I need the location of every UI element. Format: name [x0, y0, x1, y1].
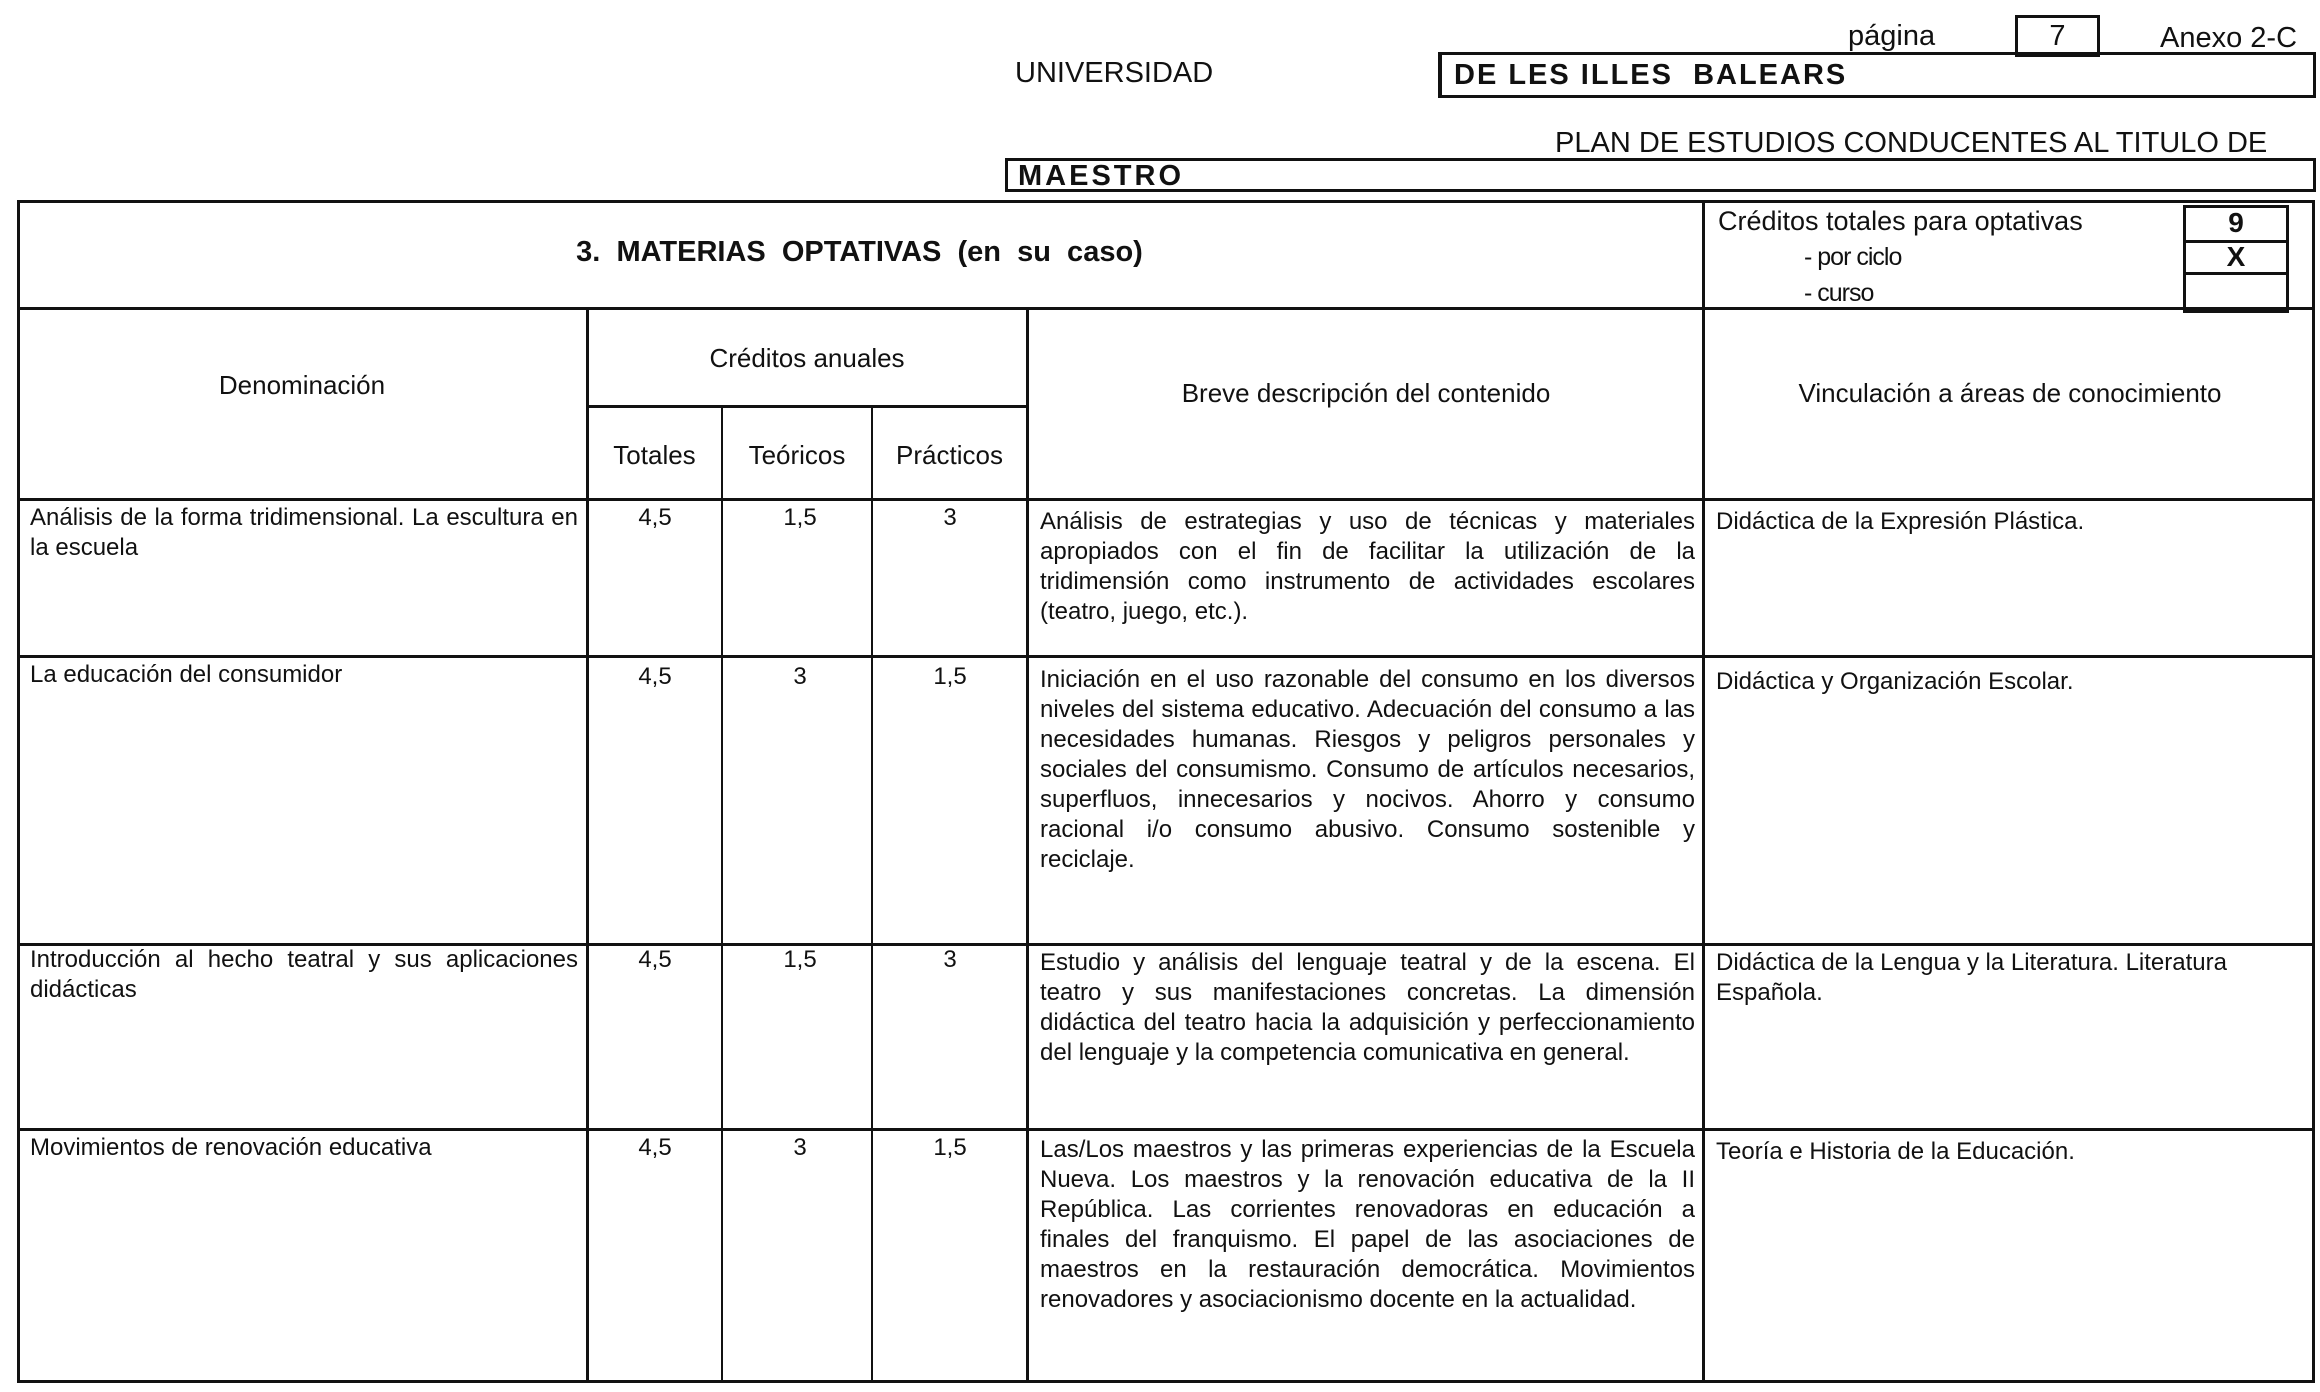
table-row-4-descripcion: Las/Los maestros y las primeras experiencias de la Escuela Nueva. Los maestros y la renovación educativa de la II República. Las corrientes renovadoras en educación a finales del franquismo. El papel de las asociaciones de maestros en la restauración democrática. Movimientos renovadores y asociacionismo docente en la actualidad. — [1040, 1136, 1695, 1313]
table-row-3-denominacion: Introducción al hecho teatral y sus aplicaciones didácticas — [30, 946, 578, 1003]
creditos-label: Créditos totales para optativas — [1718, 206, 2083, 236]
divider — [1026, 307, 1029, 1383]
divider — [17, 655, 2315, 658]
por-ciclo-label: - por ciclo — [1804, 243, 1902, 271]
universidad-name-box — [1438, 52, 2316, 98]
table-row-4-denominacion: Movimientos de renovación educativa — [30, 1134, 432, 1161]
col-creditos-anuales: Créditos anuales — [709, 343, 905, 373]
table-row-3-teoricos: 1,5 — [783, 946, 817, 973]
divider — [721, 405, 723, 1383]
col-vinculacion: Vinculación a áreas de conocimiento — [1798, 378, 2222, 408]
col-descripcion: Breve descripción del contenido — [1181, 378, 1551, 408]
table-row-3-practicos: 3 — [943, 946, 957, 973]
table-row-4-teoricos: 3 — [793, 1134, 807, 1161]
table-row-4-practicos: 1,5 — [933, 1134, 967, 1161]
pagina-number: 7 — [2049, 20, 2066, 52]
col-teoricos: Teóricos — [748, 440, 846, 470]
table-row-2-totales: 4,5 — [638, 663, 672, 690]
por-ciclo-value: X — [2226, 241, 2246, 272]
table-row-1-totales: 4,5 — [638, 504, 672, 531]
table-row-1-denominacion: Análisis de la forma tridimensional. La escultura en la escuela — [30, 504, 578, 561]
pagina-label: página — [1848, 20, 1936, 52]
table-row-2-practicos: 1,5 — [933, 663, 967, 690]
universidad-label: UNIVERSIDAD — [1015, 57, 1214, 89]
table-row-2-vinculacion: Didáctica y Organización Escolar. — [1716, 668, 2074, 695]
universidad-name: DE LES ILLES BALEARS — [1454, 59, 1848, 91]
table-row-4-totales: 4,5 — [638, 1134, 672, 1161]
curso-label: - curso — [1804, 279, 1874, 307]
table-row-1-teoricos: 1,5 — [783, 504, 817, 531]
col-totales: Totales — [613, 440, 696, 470]
creditos-value: 9 — [2228, 207, 2244, 238]
table-row-2-descripcion: Iniciación en el uso razonable del consumo en los diversos niveles del sistema educativo. Adecuación del consumo a las necesidades humanas. Riesgos y peligros personales y sociales del consumismo. Consumo de artículos necesarios, superfluos, innecesarios y nocivos. Ahorro y consumo racional i/o consumo abusivo. Consumo sostenible y reciclaje. — [1040, 666, 1695, 873]
titulo: MAESTRO — [1018, 160, 1184, 192]
table-row-3-vinculacion: Didáctica de la Lengua y la Literatura. Literatura Española. — [1716, 949, 2227, 1006]
table-row-3-totales: 4,5 — [638, 946, 672, 973]
divider — [1702, 307, 1705, 1383]
table-row-1-descripcion: Análisis de estrategias y uso de técnicas y materiales apropiados con el fin de facilitar la utilización de la tridimensión como instrumento de actividades escolares (teatro, juego, etc.). — [1040, 508, 1695, 625]
divider — [1702, 200, 1705, 310]
table-row-3-descripcion: Estudio y análisis del lenguaje teatral y de la escena. El teatro y sus manifestaciones concretas. La dimensión didáctica del teatro hacia la adquisición y perfeccionamiento del lenguaje y la competencia comunicativa en general. — [1040, 949, 1695, 1066]
divider — [871, 405, 873, 1383]
section-title: 3. MATERIAS OPTATIVAS (en su caso) — [576, 236, 1143, 268]
table-row-1-vinculacion: Didáctica de la Expresión Plástica. — [1716, 508, 2085, 535]
pagina-number-box — [2015, 15, 2100, 57]
table-row-2-denominacion: La educación del consumidor — [30, 661, 343, 688]
col-denominacion: Denominación — [218, 370, 386, 400]
col-practicos: Prácticos — [896, 440, 1003, 470]
table-row-4-vinculacion: Teoría e Historia de la Educación. — [1716, 1138, 2075, 1165]
plan-label: PLAN DE ESTUDIOS CONDUCENTES AL TITULO DE — [1555, 127, 2268, 159]
divider — [17, 307, 2315, 310]
titulo-box — [1005, 158, 2316, 192]
table-row-1-practicos: 3 — [943, 504, 957, 531]
anexo-label: Anexo 2-C — [2160, 22, 2298, 54]
divider — [587, 405, 1027, 408]
table-row-2-teoricos: 3 — [793, 663, 807, 690]
divider — [586, 307, 589, 1383]
divider — [17, 498, 2315, 501]
divider — [17, 1128, 2315, 1131]
